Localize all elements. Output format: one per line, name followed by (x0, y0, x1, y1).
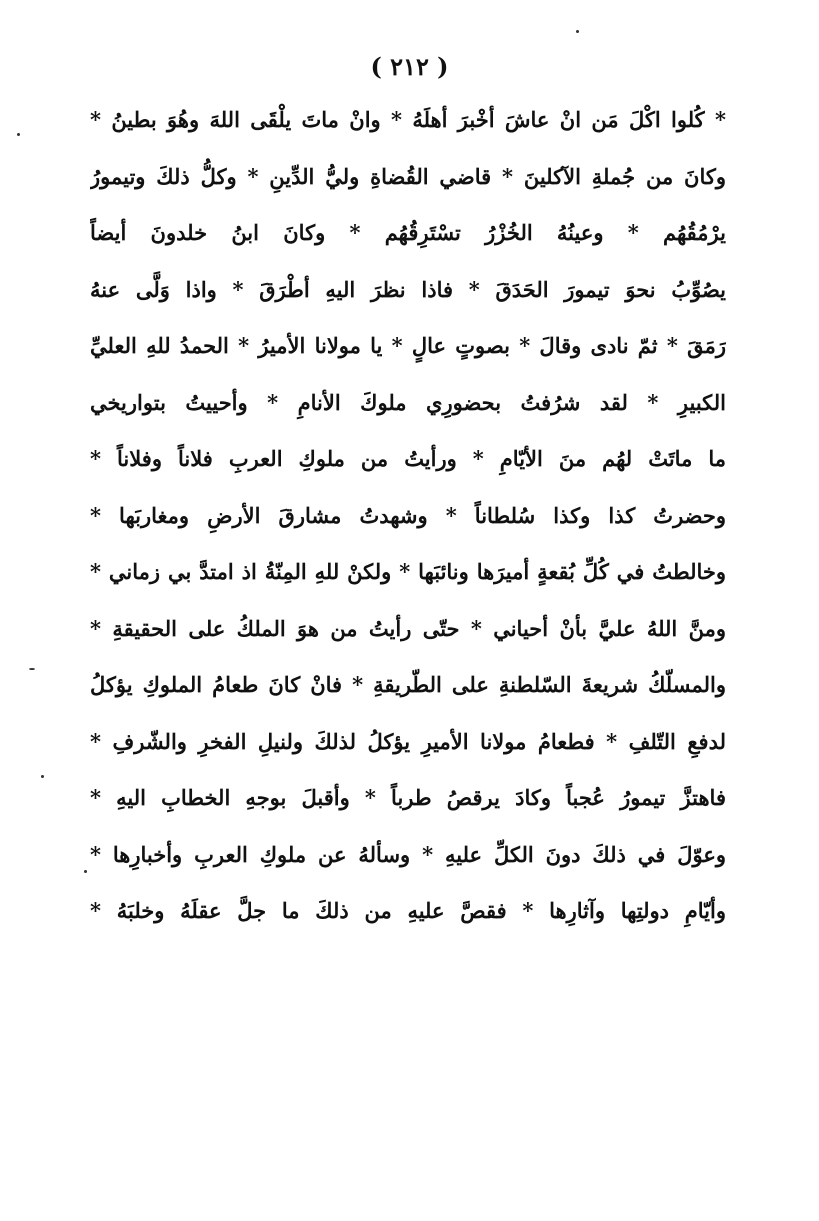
scan-speck (41, 775, 44, 778)
text-line-5: رَمَقَ * ثمّ نادى وقالَ * بصوتٍ عالٍ * يا مولانا الأميرُ * الحمدُ للهِ العليِّ (90, 333, 726, 358)
text-line-1: * كُلوا اكْلَ مَن انْ عاشَ أخْبرَ أهلَهُ * وانْ ماتَ يلْقَى اللهَ وهُوَ بطينُ * (90, 107, 726, 132)
scan-speck (576, 30, 579, 33)
page-number: ( ٢١٢ ) (370, 52, 449, 81)
text-line-13: فاهتزَّ تيمورُ عُجباً وكادَ يرقصُ طرباً * وأقبلَ بوجهِ الخطابِ اليهِ * (90, 785, 726, 810)
text-line-3: يرْمُقُهُم * وعينُهُ الخُزْرُ تسْتَرِقُهُم * وكانَ ابنُ خلدونَ أيضاً (90, 220, 726, 245)
text-line-2: وكانَ من جُملةِ الآكلينَ * قاضي القُضاةِ وليُّ الدِّينِ * وكلُّ ذلكَ وتيمورُ (90, 163, 726, 189)
text-line-11: والمسلّكُ شريعةَ السّلطنةِ على الطّريقةِ * فانْ كانَ طعامُ الملوكِ يؤكلُ (90, 672, 726, 697)
text-line-4: يصُوِّبُ نحوَ تيمورَ الحَدَقَ * فاذا نظرَ اليهِ أطْرَقَ * واذا وَلَّى عنهُ (90, 276, 726, 302)
scan-speck (17, 133, 20, 136)
text-line-10: ومنَّ اللهُ عليَّ بأنْ أحياني * حتّى رأيتُ من هوَ الملكُ على الحقيقةِ * (90, 615, 726, 641)
text-block (90, 92, 726, 940)
text-line-7: ما ماتَتْ لهُم منَ الأيّامِ * ورأيتُ من ملوكِ العربِ فلاناً وفلاناً * (90, 446, 726, 471)
text-line-8: وحضرتُ كذا وكذا سُلطاناً * وشهدتُ مشارقَ الأرضِ ومغاربَها * (90, 502, 726, 528)
text-line-14: وعوّلَ في ذلكَ دونَ الكلِّ عليهِ * وسألهُ عن ملوكِ العربِ وأخبارِها * (90, 841, 726, 867)
text-line-12: لدفعِ التّلفِ * فطعامُ مولانا الأميرِ يؤكلُ لذلكَ ولنيلِ الفخرِ والشّرفِ * (90, 728, 726, 754)
text-line-6: الكبيرِ * لقد شرُفتُ بحضورِي ملوكَ الأنامِ * وأحييتُ بتواريخي (90, 389, 726, 415)
text-line-15: وأيّامِ دولتِها وآثارِها * فقصَّ عليهِ من ذلكَ ما جلَّ عقلَهُ وخلبَهُ * (90, 898, 726, 923)
scan-speck (84, 870, 87, 873)
text-line-9: وخالطتُ في كُلِّ بُقعةٍ أميرَها ونائبَها * ولكنْ للهِ المِنّةُ اذ امتدَّ بي زماني * (90, 559, 726, 584)
scan-speck (29, 668, 35, 670)
